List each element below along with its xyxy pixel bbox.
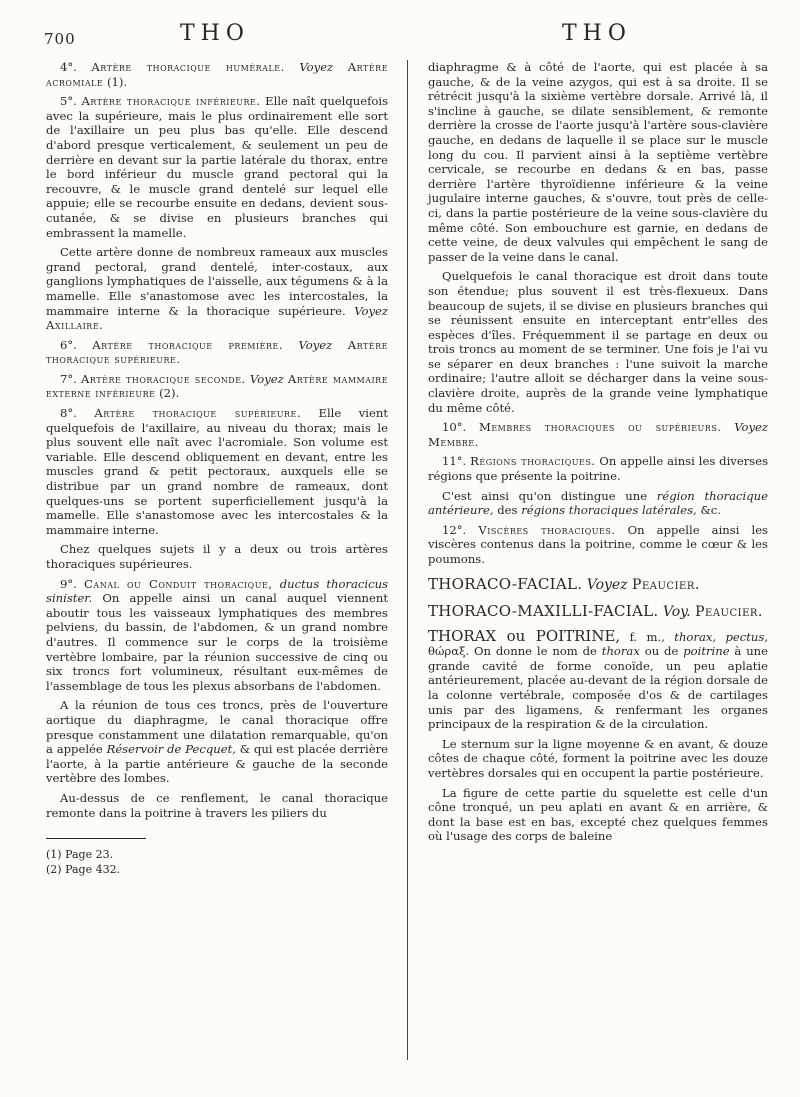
entry-9-continued: A la réunion de tous ces troncs, près de l'ouverture aortique du diaphragme, le canal thoracique offre presque constamment une dilatation remarquable, qu'on a appelée Réservoir de Pecquet, & qui est placée derrière l'aorte, à la partie antérieure & gauche de la seconde vertèbre des lombes.	[46, 698, 388, 786]
entry-10: 10°. Membres thoraciques ou supérieurs. Voyez Membre.	[428, 420, 769, 449]
entry-5-continued: Cette artère donne de nombreux rameaux aux muscles grand pectoral, grand dentelé, inter-costaux, aux ganglions lymphatiques de l'aisselle, aux tégumens & à la mamelle. Elle s'anastomose avec les intercostales, la mammaire interne & la thoracique supérieure. Voyez Axillaire.	[46, 245, 388, 333]
entry-9-continued-2: Au-dessus de ce renflement, le canal thoracique remonte dans la poitrine à travers les piliers du	[46, 790, 388, 820]
entry-8-continued: Chez quelques sujets il y a deux ou trois artères thoraciques supérieures.	[46, 542, 388, 571]
running-head-right: THO	[562, 21, 632, 46]
entry-7: 7°. Artère thoracique seconde. Voyez Artère mammaire externe inférieure (2).	[46, 371, 389, 401]
entry-9: 9°. Canal ou Conduit thoracique, ductus thoracicus sinister. On appelle ainsi un canal auquel viennent aboutir tous les vaisseaux lymphatiques des membres pelviens, du bassin, de l'abdomen, & un grand nombre d'autres. Il commence sur le corps de la troisième vertèbre lombaire, par la réunion successive de cinq ou six troncs fort volumineux, résultant eux-mêmes de l'assemblage de tous les plexus absorbans de l'abdomen.	[46, 576, 388, 693]
footnote-2: (2) Page 432.	[46, 863, 121, 877]
footnote-1: (1) Page 23.	[46, 848, 114, 862]
page-header	[0, 12, 800, 48]
running-head-left: THO	[180, 21, 250, 46]
right-column	[428, 60, 768, 849]
entry-9-continued-3: diaphragme & à côté de l'aorte, qui est placée à sa gauche, & de la veine azygos, qui est à sa droite. Il se rétrécit jusqu'à la sixième vertèbre dorsale. Arrivé là, il s'incline à gauche, se dilate sensiblement, & remonte derrière la crosse de l'aorte jusqu'à l'artère sous-clavière gauche, en dedans de laquelle il se place sur le muscle long du cou. Il parvient ainsi à la septième vertèbre cervicale, se recourbe en dedans & en bas, passe derrière l'artère thyroïdienne inférieure & la veine jugulaire interne gauches, & s'ouvre, tout près de celle-ci, dans la partie postérieure de la veine sous-clavière du même côté. Son embouchure est garnie, en dedans de cette veine, de deux valvules qui empêchent le sang de passer de la veine dans le canal.	[428, 60, 768, 264]
thorax-continued-2: La figure de cette partie du squelette est celle d'un cône tronqué, un peu aplati en avant & en arrière, & dont la base est en bas, excepté chez quelques femmes où l'usage des corps de baleine	[428, 785, 768, 844]
entry-6: 6°. Artère thoracique première. Voyez Artère thoracique supérieure.	[46, 337, 389, 367]
headword-thorax: THORAX ou POITRINE, f. m., thorax, pectus, θώραξ. On donne le nom de thorax ou de poitrine à une grande cavité de forme conoïde, un peu aplatie antérieurement, placée au-devant de la région dorsale de la colonne vertébrale, composée d'os & de cartilages unis par des ligamens, & renfermant les organes principaux de la respiration & de la circulation.	[428, 626, 768, 732]
page-number: 700	[44, 30, 76, 48]
column-divider	[407, 60, 408, 1060]
entry-12: 12°. Viscères thoraciques. On appelle ainsi les viscères contenus dans la poitrine, comme le cœur & les poumons.	[428, 522, 769, 566]
footnote-rule	[46, 838, 146, 839]
entry-5: 5°. Artère thoracique inférieure. Elle naît quelquefois avec la supérieure, mais le plus ordinairement elle sort de l'axillaire un peu plus bas qu'elle. Elle descend d'abord presque verticalement, & seulement un peu de derrière en devant sur la partie latérale du thorax, entre le bord inférieur du muscle grand pectoral qui la recouvre, & le muscle grand dentelé sur lequel elle appuie; elle se recourbe ensuite en dedans, devient sous-cutanée, & se divise en plusieurs branches qui embrassent la mamelle.	[46, 94, 389, 240]
entry-4: 4°. Artère thoracique humérale. Voyez Artère acromiale (1).	[46, 60, 389, 89]
entry-9-continued-4: Quelquefois le canal thoracique est droit dans toute son étendue; plus souvent il est très-flexueux. Dans beaucoup de sujets, il se divise en plusieurs branches qui se réunissent ensuite en interceptant entr'elles des espèces d'îles. Fréquemment il se partage en deux ou trois troncs au moment de se terminer. Une fois je l'ai vu se séparer en deux branches : l'une suivoit la marche ordinaire; l'autre alloit se décharger dans la veine sous-clavière droite, auprès de la grande veine lymphatique du même côté.	[428, 269, 768, 415]
headword-thoraco-facial: THORACO-FACIAL. Voyez Peaucier.	[428, 574, 700, 593]
left-column	[46, 60, 388, 877]
thorax-continued: Le sternum sur la ligne moyenne & en avant, & douze côtes de chaque côté, forment la poitrine avec les douze vertèbres dorsales qui en occupent la partie postérieure.	[428, 736, 768, 780]
entry-11-continued: C'est ainsi qu'on distingue une région thoracique antérieure, des régions thoraciques latérales, &c.	[428, 488, 768, 518]
entry-8: 8°. Artère thoracique supérieure. Elle vient quelquefois de l'axillaire, au niveau du thorax; mais le plus souvent elle naît avec l'acromiale. Son volume est variable. Elle descend obliquement en devant, entre les muscles grand & petit pectoraux, auxquels elle se distribue par un grand nombre de rameaux, dont quelques-uns se portent superficiellement jusqu'à la mamelle. Elle s'anastomose avec les intercostales & la mammaire interne.	[46, 406, 388, 537]
headword-thoraco-maxilli-facial: THORACO-MAXILLI-FACIAL. Voy. Peaucier.	[428, 601, 763, 620]
entry-11: 11°. Régions thoraciques. On appelle ainsi les diverses régions que présente la poitrine.	[428, 454, 769, 484]
